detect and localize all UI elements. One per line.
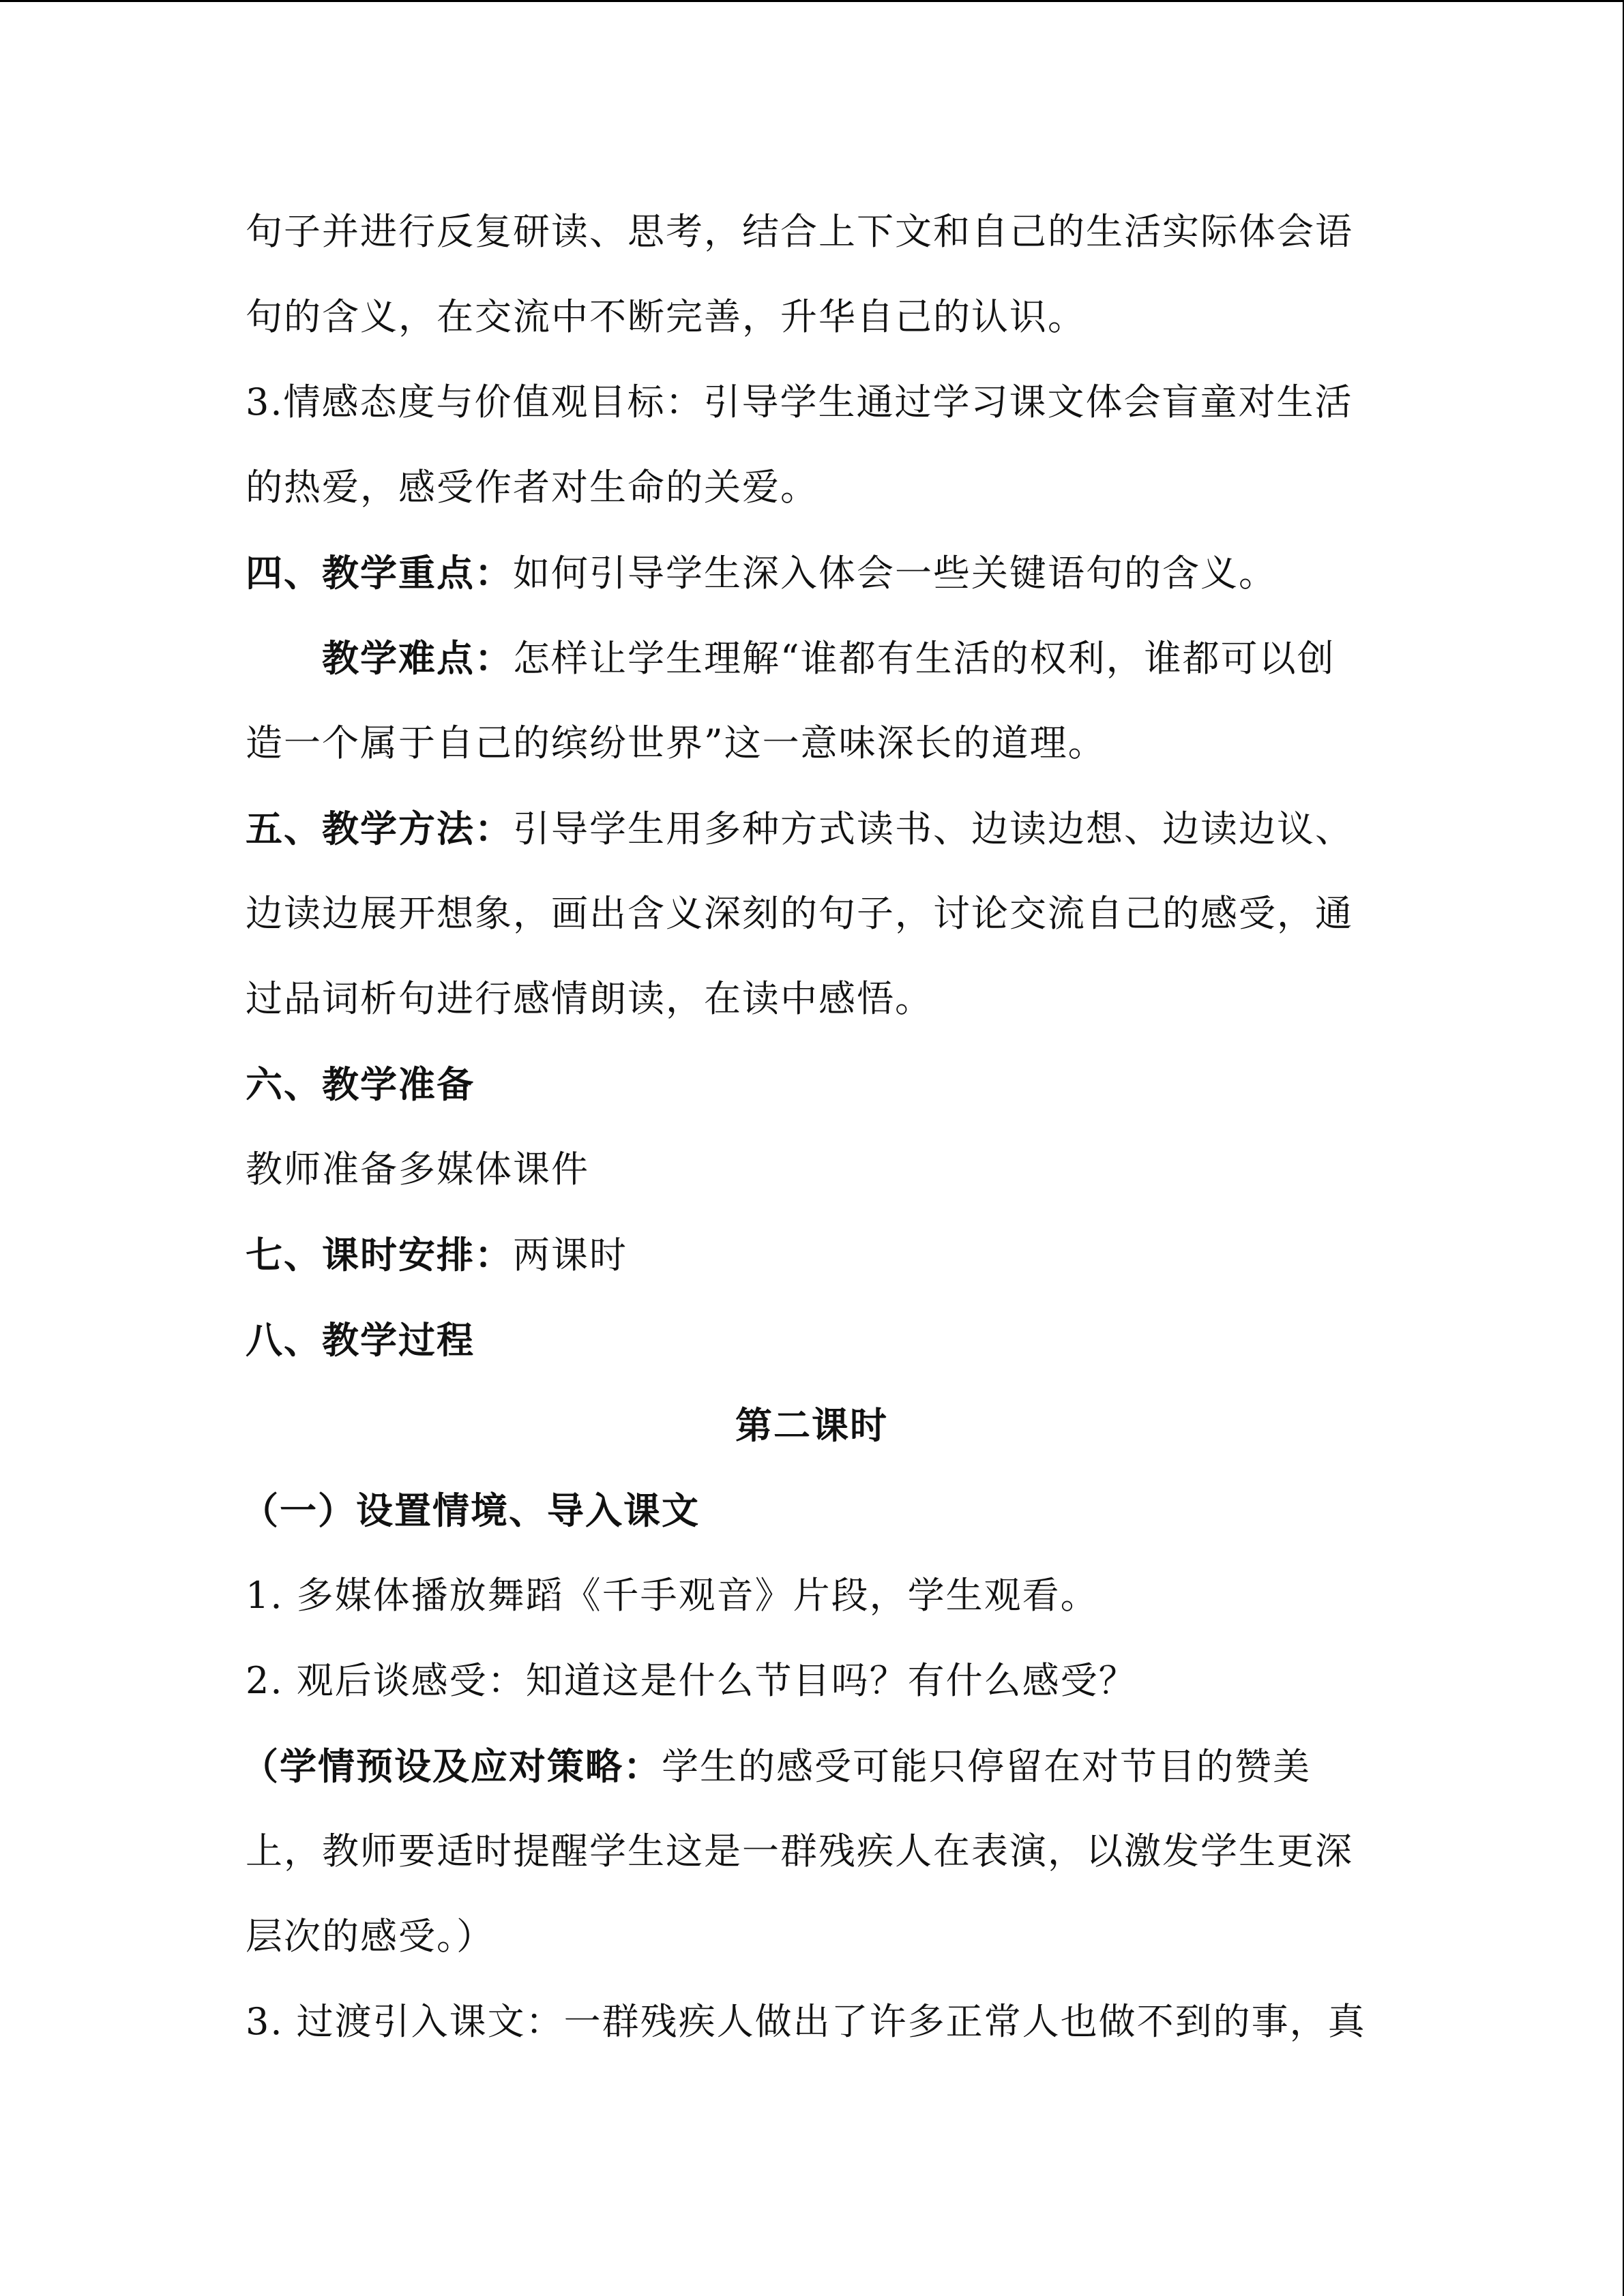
body-line-12: 教师准备多媒体课件 [246, 1148, 589, 1191]
note-label: （学情预设及应对策略： [241, 1744, 662, 1788]
list-item-3: 3. 过渡引入课文：一群残疾人做出了许多正常人也做不到的事，真 [246, 2000, 1366, 2043]
list-item-1: 1. 多媒体播放舞蹈《千手观音》片段，学生观看。 [246, 1574, 1099, 1617]
section-heading-teaching-method: 五、教学方法：引导学生用多种方式读书、边读边想、边读边议、 [246, 807, 1353, 850]
body-line-4: 的热爱，感受作者对生命的关爱。 [246, 466, 818, 509]
strategy-note-line: （学情预设及应对策略：学生的感受可能只停留在对节目的赞美 [241, 1744, 1311, 1788]
section-label: 教学难点： [322, 636, 513, 680]
teaching-difficulty-line: 教学难点：怎样让学生理解“谁都有生活的权利，谁都可以创 [322, 636, 1335, 680]
body-line-2: 句的含义，在交流中不断完善，升华自己的认识。 [246, 295, 1086, 338]
list-item-2: 2. 观后谈感受：知道这是什么节目吗？有什么感受？ [246, 1659, 1137, 1702]
section-heading-schedule: 七、课时安排：两课时 [246, 1233, 628, 1277]
lesson-title: 第二课时 [735, 1403, 888, 1447]
body-line-1: 句子并进行反复研读、思考，结合上下文和自己的生活实际体会语 [246, 210, 1353, 253]
top-border-line [0, 0, 1624, 2]
section-label: 五、教学方法： [246, 807, 513, 850]
body-line-10: 过品词析句进行感情朗读，在读中感悟。 [246, 977, 933, 1020]
section-heading-process: 八、教学过程 [246, 1318, 475, 1362]
section-heading-teaching-focus: 四、教学重点：如何引导学生深入体会一些关键语句的含义。 [246, 551, 1277, 595]
section-heading-preparation: 六、教学准备 [246, 1062, 475, 1106]
body-line-9: 边读边展开想象，画出含义深刻的句子，讨论交流自己的感受，通 [246, 892, 1353, 935]
body-line-3: 3.情感态度与价值观目标：引导学生通过学习课文体会盲童对生活 [246, 381, 1353, 423]
body-line-20: 上，教师要适时提醒学生这是一群残疾人在表演，以激发学生更深 [246, 1830, 1353, 1873]
body-line-7: 造一个属于自己的缤纷世界”这一意味深长的道理。 [246, 721, 1106, 764]
section-label: 四、教学重点： [246, 551, 513, 595]
section-label: 七、课时安排： [246, 1233, 513, 1277]
body-line-21: 层次的感受。） [246, 1915, 494, 1958]
subsection-heading: （一）设置情境、导入课文 [241, 1489, 700, 1532]
